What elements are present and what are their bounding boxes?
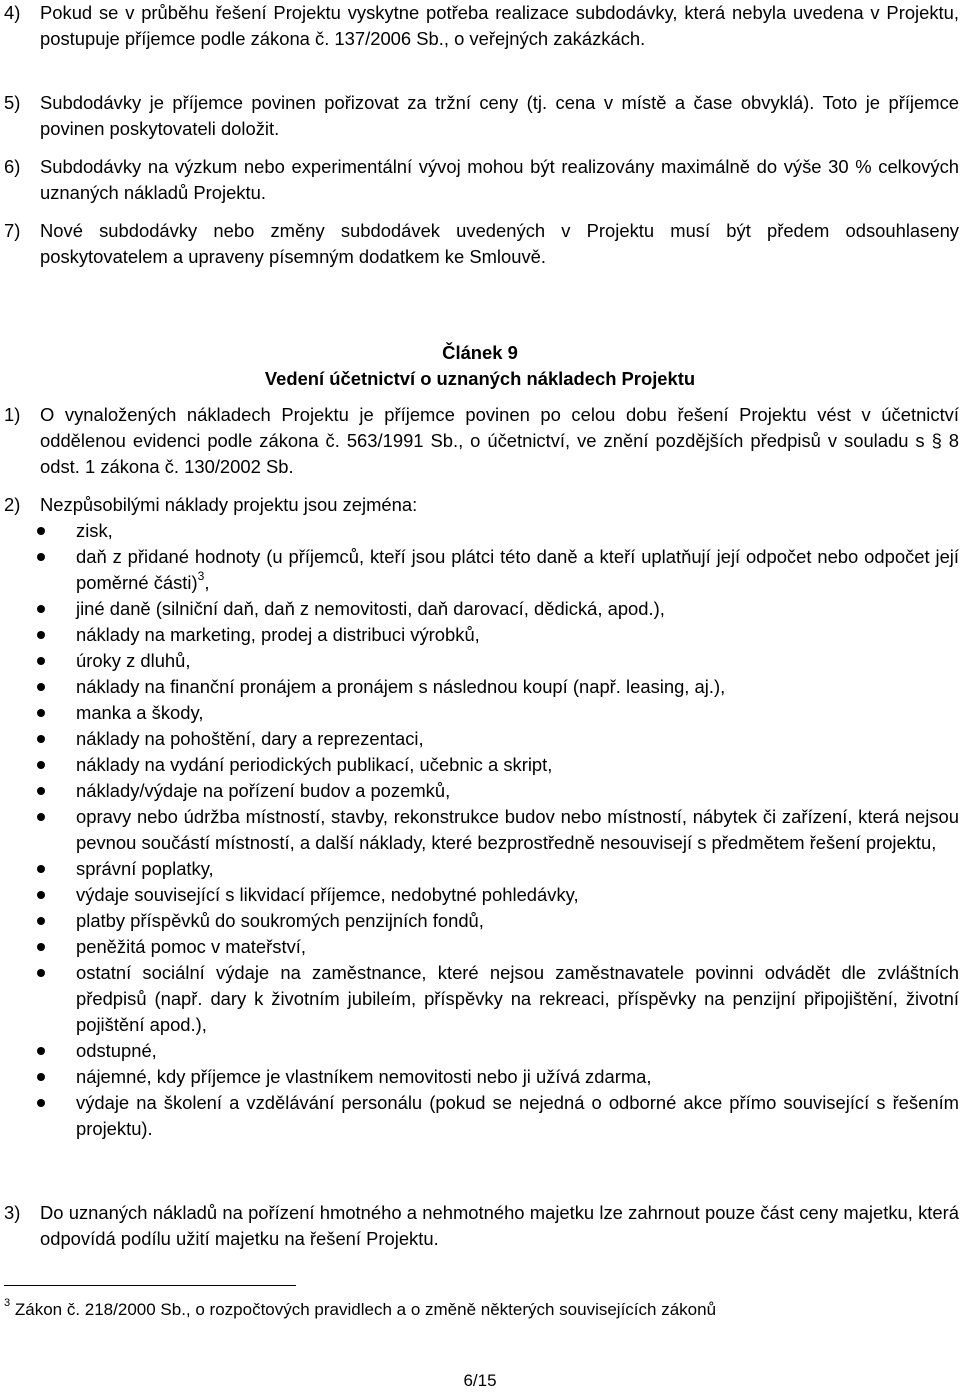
list-item-text: náklady na finanční pronájem a pronájem s následnou koupí (např. leasing, aj.), [76,676,726,697]
list-item [0,674,959,700]
clause-2 [4,492,959,518]
bullet-icon [37,943,45,951]
article-title: Vedení účetnictví o uznaných nákladech Projektu [264,368,696,389]
list-item-text: ostatní sociální výdaje na zaměstnance, které nejsou zaměstnavatele povinni odvádět dle zvláštních předpisů (např. dary k životním jubileím, příspěvky na rekreaci, příspěvky na penzijní připojištění, životní pojištění apod.), [76,962,959,1035]
footnote-text: Zákon č. 218/2000 Sb., o rozpočtových pravidlech a o změně některých souvisejících zákonů [14,1300,717,1319]
bullet-icon [37,735,45,743]
list-item-text: platby příspěvků do soukromých penzijních fondů, [76,910,484,931]
paragraph-number: 4) [4,2,21,23]
bullet-icon [37,969,45,977]
list-item [0,804,959,856]
list-item [0,882,959,908]
paragraph-text: Subdodávky na výzkum nebo experimentální vývoj mohou být realizovány maximálně do výše 30 % celkových uznaných nákladů Projektu. [40,156,959,203]
list-item-text: úroky z dluhů, [76,650,191,671]
list-item-text: daň z přidané hodnoty (u příjemců, kteří jsou plátci této daně a kteří uplatňují její odpočet nebo odpočet její poměrné části) [76,546,959,593]
list-item [0,1038,959,1064]
clause-3 [4,1200,959,1252]
list-item-text: nájemné, kdy příjemce je vlastníkem nemovitosti nebo ji užívá zdarma, [76,1066,652,1087]
list-item [0,778,959,804]
list-item [0,960,959,1038]
list-item-text: náklady na vydání periodických publikací, učebnic a skript, [76,754,553,775]
list-item [0,518,959,544]
list-item-text: zisk, [76,520,113,541]
paragraph-text: Nové subdodávky nebo změny subdodávek uvedených v Projektu musí být předem odsouhlaseny poskytovatelem a upraveny písemným dodatkem ke Smlouvě. [40,220,959,267]
bullet-icon [37,657,45,665]
bullet-icon [37,891,45,899]
clause-number: 1) [4,404,21,425]
list-item [0,648,959,674]
bullet-icon [37,683,45,691]
bullet-icon [37,527,45,535]
clause-text: Do uznaných nákladů na pořízení hmotného a nehmotného majetku lze zahrnout pouze část ceny majetku, která odpovídá podílu užití majetku na řešení Projektu. [40,1202,959,1249]
page-number: 6/15 [463,1371,497,1390]
paragraph-number: 5) [4,92,21,113]
list-item [0,856,959,882]
footnote-mark: 3 [4,1297,11,1310]
paragraph-6 [4,154,959,206]
bullet-icon [37,605,45,613]
article-number: Článek 9 [442,342,518,363]
paragraph-4 [4,0,959,52]
clause-1 [4,402,959,480]
bullet-icon [37,1047,45,1055]
list-item [0,1064,959,1090]
paragraph-5 [4,90,959,142]
ineligible-costs-list [0,518,959,1142]
clause-number: 3) [4,1202,21,1223]
clause-text: O vynaložených nákladech Projektu je příjemce povinen po celou dobu řešení Projektu vést v účetnictví oddělenou evidenci podle zákona č. 563/1991 Sb., o účetnictví, ve znění pozdějších předpisů v souladu s § 8 odst. 1 zákona č. 130/2002 Sb. [40,404,959,477]
list-item [0,544,959,596]
bullet-icon [37,787,45,795]
clause-number: 2) [4,494,21,515]
bullet-icon [37,1099,45,1107]
list-item-text: náklady/výdaje na pořízení budov a pozemků, [76,780,451,801]
list-item [0,596,959,622]
list-item-text: manka a škody, [76,702,204,723]
list-item [0,622,959,648]
list-item [0,700,959,726]
list-item-text: peněžitá pomoc v mateřství, [76,936,306,957]
footnote-separator [4,1285,296,1286]
bullet-icon [37,917,45,925]
bullet-icon [37,553,45,561]
bullet-icon [37,865,45,873]
clause-text: Nezpůsobilými náklady projektu jsou zejména: [40,494,418,515]
list-item-text-tail: , [204,572,210,593]
list-item-text: náklady na marketing, prodej a distribuci výrobků, [76,624,480,645]
list-item [0,726,959,752]
footnote [4,1297,716,1323]
list-item-text: výdaje na školení a vzdělávání personálu (pokud se nejedná o odborné akce přímo související s řešením projektu). [76,1092,959,1139]
list-item-text: opravy nebo údržba místností, stavby, rekonstrukce budov nebo místností, nábytek či zařízení, která nejsou pevnou součástí místností, a další náklady, které bezprostředně nesouvisejí s předmětem řešení projektu, [76,806,959,853]
list-item-text: výdaje související s likvidací příjemce, nedobytné pohledávky, [76,884,579,905]
bullet-icon [37,813,45,821]
list-item [0,934,959,960]
paragraph-text: Subdodávky je příjemce povinen pořizovat za tržní ceny (tj. cena v místě a čase obvyklá). Toto je příjemce povinen poskytovateli doložit. [40,92,959,139]
paragraph-number: 7) [4,220,21,241]
list-item-text: odstupné, [76,1040,157,1061]
list-item [0,752,959,778]
bullet-icon [37,709,45,717]
list-item [0,908,959,934]
paragraph-number: 6) [4,156,21,177]
paragraph-text: Pokud se v průběhu řešení Projektu vyskytne potřeba realizace subdodávky, která nebyla uvedena v Projektu, postupuje příjemce podle zákona č. 137/2006 Sb., o veřejných zakázkách. [40,2,959,49]
bullet-icon [37,761,45,769]
list-item-text: správní poplatky, [76,858,214,879]
bullet-icon [37,631,45,639]
list-item-text: jiné daně (silniční daň, daň z nemovitosti, daň darovací, dědická, apod.), [76,598,665,619]
paragraph-7 [4,218,959,270]
list-item [0,1090,959,1142]
bullet-icon [37,1073,45,1081]
list-item-text: náklady na pohoštění, dary a reprezentaci, [76,728,424,749]
footnote-reference: 3 [197,568,205,583]
